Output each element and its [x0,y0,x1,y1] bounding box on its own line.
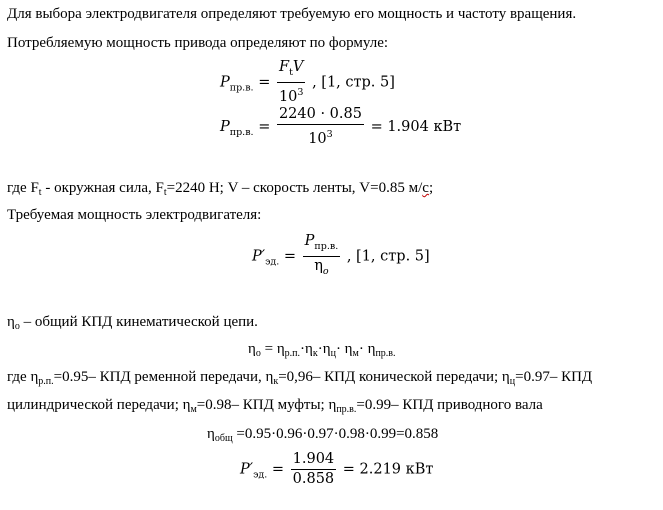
subscript: пр.в. [375,348,396,359]
subscript: общ [214,433,233,444]
subscript: м [352,348,359,359]
power-subscript: пр.в. [314,241,339,252]
equals-sign: = [258,119,271,135]
text-run: = η [260,341,285,357]
equals-sign: = [283,248,297,265]
text-run: η [248,341,256,357]
text-run: ; [428,180,434,196]
text-run: =0.99– КПД приводного вала [356,397,543,413]
text-run: =0.98– КПД муфты; η [196,397,337,413]
spellcheck-word: с [422,180,429,196]
text-run: =2240 Н; V – скорость ленты, V=0.85 м/ [166,180,423,196]
motor-power-symbol: P′ [240,461,254,478]
efficiency-paragraph [7,314,258,332]
power-subscript: пр.в. [229,82,254,94]
power-symbol: P [220,74,230,91]
force-symbol: F [279,59,290,75]
power-calculation [220,105,461,149]
power-subscript: пр.в. [229,127,254,138]
efficiency-product-formula [248,341,396,359]
text-run: цилиндрической передачи; η [7,397,191,413]
fraction-numerator [303,232,341,257]
fraction-numerator [277,58,305,83]
text-run: =0.95·0.96·0.97·0.98·0.99=0.858 [232,426,439,442]
motor-power-calculation [240,450,433,489]
denominator-exponent: 3 [297,87,304,98]
power-symbol: P [220,119,230,135]
subscript: р.п. [38,376,54,387]
variables-paragraph [7,180,433,198]
text-run: =0,96– КПД конической передачи; η [278,369,510,385]
fraction-numerator: 2240 · 0.85 [277,105,364,125]
text-run: ·η [317,341,331,357]
text-run: =0.95– КПД ременной передачи, η [53,369,274,385]
efficiency-symbol: η [314,258,323,274]
equals-sign: = [271,461,285,478]
subscript: t [163,187,167,198]
text-run: - окружная сила, F [41,180,164,196]
text-run: · η [335,341,353,357]
reference: , [1, стр. 5] [346,248,430,265]
denominator-base: 10 [278,89,298,105]
fraction-numerator: 1.904 [291,450,337,470]
subscript: р.п. [284,348,301,359]
subscript: ц [330,348,336,359]
velocity-symbol: V [292,59,304,75]
text-run: · η [358,341,376,357]
motor-power-symbol: P′ [252,248,266,265]
subscript: ц [509,376,516,387]
formula-intro-paragraph: Потребляемую мощность привода определяют по формуле: [7,35,389,51]
fraction-denominator [306,125,335,149]
text-run: =0.97– КПД [515,369,593,385]
motor-power-formula [252,232,430,281]
reference: , [1, стр. 5] [312,74,395,91]
subscript: м [190,404,197,415]
required-power-paragraph: Требуемая мощность электродвигателя: [7,207,262,223]
power-formula [220,58,395,107]
efficiency-values-paragraph [7,369,592,387]
equals-sign: = [258,74,271,91]
calc-result: = 2.219 кВт [342,461,434,478]
text-run: ·η [300,341,313,357]
text-run: η [7,314,15,330]
fraction-denominator: 0.858 [292,471,335,487]
calc-result: = 1.904 кВт [370,119,462,135]
efficiency-values-continued [7,397,543,415]
intro-paragraph: Для выбора электродвигателя определяют требуемую его мощность и частоту вращения. [7,6,577,22]
efficiency-subscript: o [322,266,329,277]
subscript: пр.в. [336,404,357,415]
motor-power-subscript: эд. [253,469,268,481]
subscript: o [14,321,20,332]
text-run: где η [7,369,39,385]
text-run: η [207,426,215,442]
calc-fraction [291,450,337,489]
denominator-base: 10 [308,131,327,147]
text-run: – общий КПД кинематической цепи. [19,314,258,330]
power-fraction [277,58,306,107]
motor-power-subscript: эд. [265,256,280,268]
subscript: t [38,187,42,198]
fraction-denominator [312,257,330,281]
calc-fraction [277,105,364,149]
denominator-exponent: 3 [326,129,333,140]
fraction-denominator [277,83,306,107]
force-subscript: t [289,67,293,78]
subscript: к [273,376,279,387]
subscript: o [255,348,261,359]
total-efficiency-formula [207,426,438,444]
motor-fraction [303,232,341,281]
power-symbol: P [304,233,315,249]
text-run: где F [7,180,39,196]
subscript: к [312,348,318,359]
